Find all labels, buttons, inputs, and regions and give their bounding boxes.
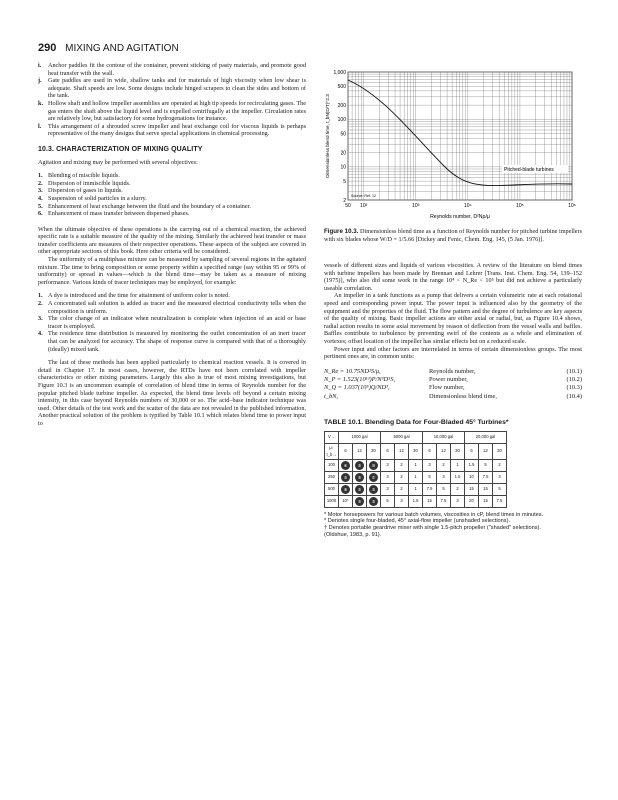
table-cell: 5 — [423, 471, 437, 483]
footnote: (Oldshue, 1983, p. 91). — [324, 532, 382, 539]
table-cell: 10,000 gal — [423, 431, 465, 443]
equation: N_Re = 10.75ND²S/μ, Reynolds number, (10.1) — [324, 367, 582, 375]
shaded-selection: ④ — [341, 461, 350, 470]
section-heading: 10.3. CHARACTERIZATION OF MIXING QUALITY — [38, 145, 203, 153]
x-tick-label: 10³ — [412, 203, 420, 209]
table-cell: 7.5 — [423, 483, 437, 495]
table-cell: 15 — [479, 495, 493, 507]
y-tick-label: 100 — [337, 117, 346, 124]
table-cell: 7.5 — [479, 471, 493, 483]
shaded-selection: ⑤ — [355, 473, 364, 482]
x-tick-label: 10⁶ — [568, 203, 576, 209]
table-row — [325, 459, 507, 471]
list-item: 4. The residence time distribution is measured by monitoring the outlet concentration of an inert tracer that can be analyzed for accuracy. The shape of response curve is compared with that of a thoroughly (ideally) mixed tank. — [38, 330, 306, 353]
table-cell: 3 — [395, 495, 409, 507]
shaded-selection: ⑤ — [355, 497, 364, 506]
blending-table — [324, 431, 507, 508]
table-cell: 3 — [381, 459, 395, 471]
table-cell: 12 — [353, 443, 367, 459]
list-item: 4. Suspension of solid particles in a slurry. — [38, 194, 147, 202]
table-cell: 1.5 — [409, 495, 423, 507]
footnote: * Motor horsepowers for various batch volumes, viscosities in cP, blend times in minutes. — [324, 511, 544, 518]
table-cell — [339, 459, 353, 471]
table-cell: 6 — [423, 443, 437, 459]
table-cell — [353, 483, 367, 495]
x-tick-label: 50 — [345, 203, 351, 209]
table-cell: 5 — [493, 483, 507, 495]
x-tick-label: 10⁵ — [516, 203, 524, 209]
table-cell: 6 — [381, 443, 395, 459]
paragraph: When the ultimate objective of these operations is the carrying out of a chemical reaction, the achieved specific rate is a suitable measure of the quality of the mixing. Similarly the achieved heat transfer or mass transfer coefficients are measures of their respective operations. These aspects of the subject are covered in other appropriate sections of this book. Here other criteria will be considered. — [38, 225, 306, 256]
table-cell: 2 — [451, 483, 465, 495]
shaded-selection: ⑤ — [369, 485, 378, 494]
table-cell — [367, 495, 381, 507]
y-tick-labels — [333, 70, 346, 204]
table-cell: 100 — [325, 459, 339, 471]
running-title: MIXING AND AGITATION — [65, 43, 179, 54]
list-item: 5. Enhancement of heat exchange between the fluid and the boundary of a container. — [38, 202, 251, 210]
table-cell: 15 — [423, 495, 437, 507]
table-cell: 2 — [437, 459, 451, 471]
figure-caption-text: Dimensionless blend time as a function of Reynolds number for pitched turbine impellers with six blades whose W/D = 1/5.66 [Dickey and Fenic, Chem. Eng. 145, (5 Jan. 1976)]. — [324, 228, 583, 243]
shaded-selection: ⑤ — [355, 461, 364, 470]
table-cell — [339, 483, 353, 495]
list-item: 6. Enhancement of mass transfer between dispersed phases. — [38, 210, 190, 218]
table-row — [325, 483, 507, 495]
right-column — [324, 262, 582, 539]
list-item: 2. Dispersion of immiscible liquids. — [38, 179, 131, 187]
plot-grid — [348, 72, 572, 200]
table-cell: 1.5 — [451, 471, 465, 483]
paragraph: An impeller in a tank functions as a pump that delivers a certain volumetric rate at each rotational speed and corresponding power input. The power input is influenced also by the geometry of the equipment and the properties of the fluid. The flow pattern and the degree of turbulence are key aspects of the quality of mixing. Basic impeller actions are either axial or radial, but, as Figure 10.4 shows, radial action results in some axial movement by reason of deflection from the vessel walls and baffles. Baffles contribute to turbulence by preventing swirl of the contents as a whole and elimination of vortexes; offset location of the impeller has similar effects but on a reduced scale. — [324, 292, 582, 345]
page-number: 290 — [38, 42, 57, 54]
table-cell: 20 — [465, 495, 479, 507]
table-cell: 30 — [493, 443, 507, 459]
blend-time-figure — [324, 66, 584, 224]
paragraph: The uniformity of a multiphase mixture can be measured by sampling of several regions in the agitated mixture. The time to bring composition or some property within a specified range (say within 95 or 99% of uniformity) or spread in values—which is the blend time—may be taken as a measure of mixing performance. Various kinds of tracer techniques may be employed, for example: — [38, 256, 306, 286]
y-tick-label: 500 — [337, 84, 346, 91]
table-cell: 3 — [381, 483, 395, 495]
x-tick-label: 10² — [360, 203, 368, 209]
table-cell: 1 — [409, 471, 423, 483]
table-cell — [353, 495, 367, 507]
table-cell: 20,000 gal — [465, 431, 507, 443]
table-cell: 12 — [479, 443, 493, 459]
table-title: TABLE 10.1. Blending Data for Four-Bladed 45° Turbines* — [324, 418, 509, 426]
footnote: * Denotes single four-bladed, 45° axial-flow impeller (unshaded selections). — [324, 518, 510, 525]
tracer-list — [38, 292, 306, 353]
paragraph: vessels of different sizes and liquids of various viscosities. A review of the literature on blend times with turbine impellers has been made by Brennan and Lehrer [Trans. Inst. Chem. Eng. 54, 139–152 (1975)], who also did some work in the range 10⁴ < N_Re < 10⁵ but did not achieve a particularly useable correlation. — [324, 262, 582, 292]
table-cell — [353, 459, 367, 471]
table-cell: 30 — [367, 443, 381, 459]
shaded-selection: ⑤ — [355, 485, 364, 494]
figure-caption-label: Figure 10.3. — [324, 228, 359, 235]
left-column — [38, 62, 306, 428]
table-cell: 10 — [465, 471, 479, 483]
plot-frame — [348, 72, 572, 200]
table-cell: 3 — [493, 471, 507, 483]
table-footnotes — [324, 512, 582, 539]
table-cell: 1 — [451, 459, 465, 471]
y-tick-label: 50 — [340, 131, 346, 138]
table-cell: 6 — [465, 443, 479, 459]
table-cell: V→ — [325, 431, 339, 443]
paragraph: Power input and other factors are interrelated in terms of certain dimensionless groups. The most pertinent ones are, in common units: — [324, 345, 582, 361]
list-item: 2. A concentrated salt solution is added as tracer and the measured electrical conductivity tells when the composition is uniform. — [38, 300, 306, 315]
table-cell: 12 — [395, 443, 409, 459]
table-cell: 1000 — [325, 495, 339, 507]
list-item: 1. Blending of miscible liquids. — [38, 172, 120, 180]
table-cell: μ↓ t_b→ — [325, 443, 339, 459]
table-cell: 1.5 — [465, 459, 479, 471]
table-cell — [367, 471, 381, 483]
table-row — [325, 495, 507, 507]
table-cell: 2 — [395, 459, 409, 471]
shaded-selection: ⑩ — [369, 461, 378, 470]
equation: t_bN, Dimensionless blend time, (10.4) — [324, 392, 582, 400]
table-cell: 3 — [437, 471, 451, 483]
equation: N_Q = 1.037(10⁵)Q/ND³, Flow number, (10.3) — [324, 384, 582, 392]
table-cell: 12 — [437, 443, 451, 459]
table-cell: 6 — [339, 443, 353, 459]
y-tick-label: 200 — [337, 102, 346, 109]
list-item: j. Gate paddles are used in wide, shallow tanks and for materials of high viscosity when low shear is adequate. Shaft speeds are low. Some designs include hinged scrapers to clean the sides and bottom of the tank. — [38, 77, 306, 100]
y-tick-label: 1,000 — [333, 69, 346, 76]
x-axis-label: Reynolds number, D²Nρ/μ — [430, 214, 490, 220]
table-cell: 7.5 — [493, 495, 507, 507]
paragraph: The last of these methods has been applied particularly to chemical reaction vessels. It is covered in detail in Chapter 17. In most cases, however, the RTDs have not been correlated with impeller characteristics or other mixing parameters. Largely this also is true of most mixing investigations, but Figure 10.3 is an uncommon example of correlation of blend time in terms of Reynolds number for the popular pitched blade turbine impeller. As expected, the blend time levels off beyond a certain mixing intensity, in this case beyond Reynolds numbers of 30,000 or so. The acid–base indicator technique was used. Other details of the test work and the scatter of the data are not revealed in the published information. Another practical solution of the problem is typified by Table 10.1 which relates blend time to power input to — [38, 359, 306, 427]
list-item: k. Hollow shaft and hollow impeller assemblies are operated at high tip speeds for recirculating gases. The gas enters the shaft above the liquid level and is expelled centrifugally at the impeller. Circulation rates are relatively low, but satisfactory for some hydrogenations for instance. — [38, 99, 306, 123]
y-tick-label: 5 — [343, 178, 346, 185]
table-cell: 2 — [493, 459, 507, 471]
table-cell: 15 — [465, 483, 479, 495]
y-tick-label: 20 — [340, 150, 346, 157]
list-item: 1. A dye is introduced and the time for attainment of uniform color is noted. — [38, 292, 230, 300]
list-item: 3. The color change of an indicator when neutralization is complete when injection of an acid or base tracer is employed. — [38, 315, 306, 330]
section-intro: Agitation and mixing may be performed with several objectives: — [38, 158, 198, 166]
table-cell: 3 — [381, 471, 395, 483]
source-note: Source: Ref. 12 — [351, 194, 376, 198]
shaded-selection: ⑤ — [369, 497, 378, 506]
curve-label: Pitched-blade turbines — [504, 167, 554, 173]
table-cell — [367, 459, 381, 471]
list-item: 3. Dispersion of gases in liquids. — [38, 187, 123, 195]
figure-caption — [324, 228, 582, 243]
table-cell: 3 — [451, 495, 465, 507]
table-subheader-row — [325, 443, 507, 459]
table-header-row — [325, 431, 507, 443]
table-cell: 10* — [339, 495, 353, 507]
table-cell: 30 — [409, 443, 423, 459]
x-tick-labels — [345, 203, 576, 209]
table-cell: 500 — [325, 483, 339, 495]
table-cell: 250 — [325, 471, 339, 483]
table-cell: 1000 gal — [339, 431, 381, 443]
table-cell: 7.5 — [437, 495, 451, 507]
table-row — [325, 471, 507, 483]
shaded-selection: ⑤ — [341, 473, 350, 482]
impeller-items — [38, 62, 306, 138]
list-item: l. This arrangement of a shrouded screw impeller and heat exchange coil for viscous liquids is perhaps representative of the many designs that serve special applications in chemical processing. — [38, 122, 306, 138]
objectives-list — [38, 172, 306, 218]
table-cell — [367, 483, 381, 495]
table-cell — [339, 471, 353, 483]
y-axis-label: Dimensionless blend time, t_bN(D/T)^2.3 — [325, 94, 330, 178]
table-cell — [353, 471, 367, 483]
table-cell: 5 — [479, 459, 493, 471]
table-cell: 2 — [395, 471, 409, 483]
table-cell: 5 — [437, 483, 451, 495]
running-header — [38, 42, 179, 54]
table-cell: 15 — [479, 483, 493, 495]
x-tick-label: 10⁴ — [463, 203, 472, 209]
equation: N_P = 1.523(10¹³)P/N³D⁵S, Power number, (10.2) — [324, 376, 582, 384]
table-cell: 1 — [409, 483, 423, 495]
footnote: † Denotes portable geardrive mixer with single 1.5-pitch propeller ("shaded" selections). — [324, 525, 541, 532]
equations — [324, 368, 582, 401]
table-cell: 5 — [381, 495, 395, 507]
shaded-selection: ⑧ — [341, 485, 350, 494]
y-tick-label: 2 — [343, 197, 346, 204]
table-cell: 2 — [395, 483, 409, 495]
table-cell: 3 — [423, 459, 437, 471]
table-cell: 30 — [451, 443, 465, 459]
list-item: i. Anchor paddles fit the contour of the container, prevent sticking of pasty materials, and promote good heat transfer with the wall. — [38, 62, 306, 77]
table-cell: 1 — [409, 459, 423, 471]
shaded-selection: ⑦ — [369, 473, 378, 482]
table-cell: 5000 gal — [381, 431, 423, 443]
y-tick-label: 10 — [340, 164, 346, 171]
